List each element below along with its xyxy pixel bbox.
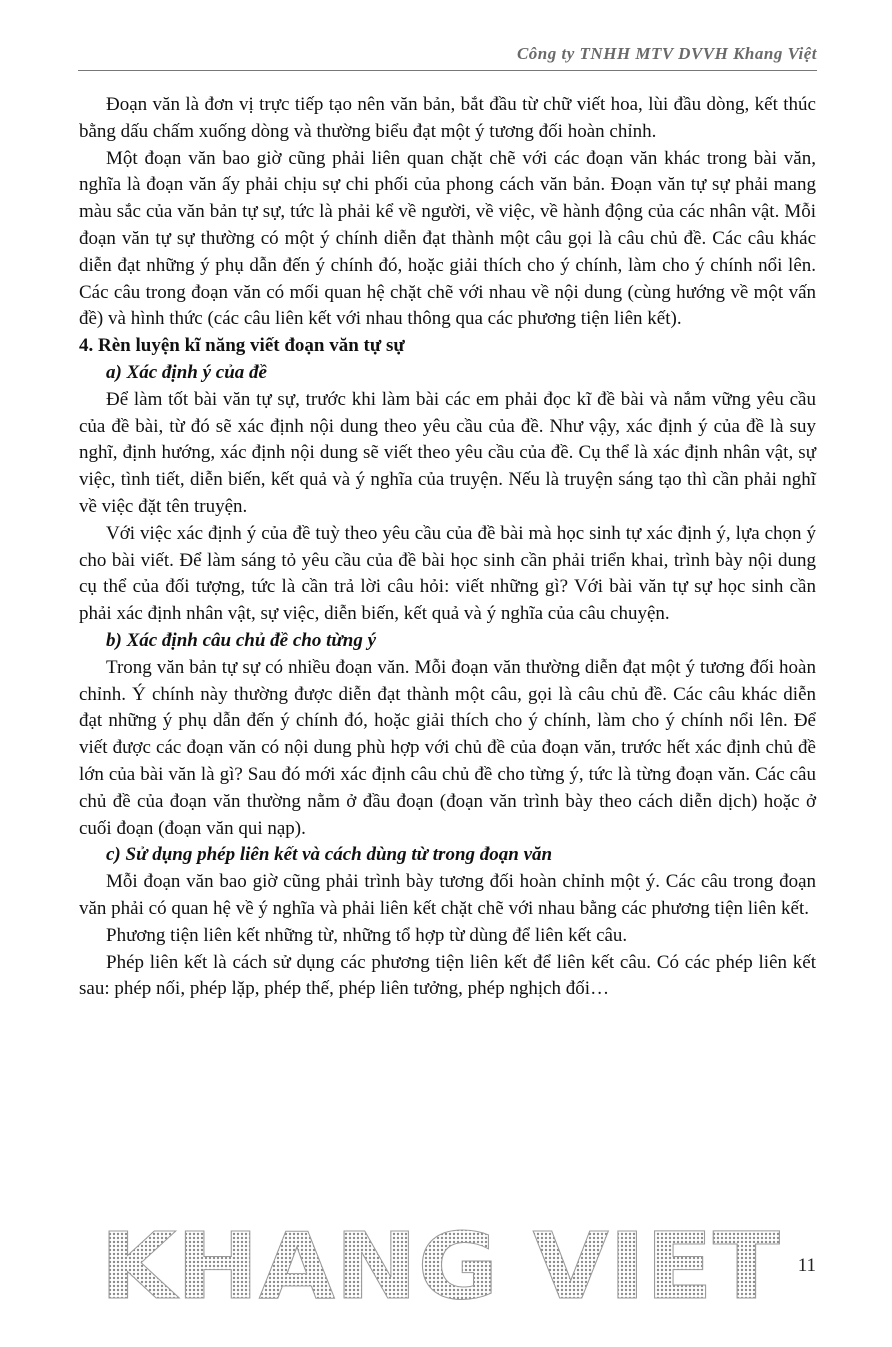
section-heading: 4. Rèn luyện kĩ năng viết đoạn văn tự sự (79, 335, 405, 357)
subsection-heading: c) Sử dụng phép liên kết và cách dùng từ trong đoạn văn (106, 844, 553, 866)
paragraph: Phương tiện liên kết những từ, những tổ hợp từ dùng để liên kết câu. (106, 924, 628, 946)
paragraph: Để làm tốt bài văn tự sự, trước khi làm bài các em phải đọc kĩ đề bài và nắm vững yêu cầu của đề bài, từ đó sẽ xác định nội dung theo yêu cầu của đề. Như vậy, xác định ý của đề là suy nghĩ, định hướng, xác định nội dung sẽ viết theo yêu cầu của đề. Cụ thể là xác định nhân vật, sự việc, tình tiết, diễn biến, kết quả và ý nghĩa của truyện. Nếu là truyện sáng tạo thì cần phải nghĩ về việc đặt tên truyện. (79, 388, 816, 517)
subsection-heading: b) Xác định câu chủ đề cho từng ý (106, 629, 377, 651)
subsection-heading: a) Xác định ý của đề (106, 361, 267, 383)
paragraph: Trong văn bản tự sự có nhiều đoạn văn. Mỗi đoạn văn thường diễn đạt một ý tương đối hoàn chỉnh. Ý chính này thường được diễn đạt thành một câu, gọi là câu chủ đề. Các câu khác diễn đạt những ý phụ dẫn đến ý chính đó, hoặc giải thích cho ý chính, làm cho ý chính nổi lên. Để viết được các đoạn văn có nội dung phù hợp với chủ đề của đoạn văn, trước hết xác định chủ đề lớn của bài văn là gì? Sau đó mới xác định câu chủ đề cho từng ý, tức là từng đoạn văn. Các câu chủ đề của đoạn văn thường nằm ở đầu đoạn (đoạn văn trình bày theo cách diễn dịch) hoặc ở cuối đoạn (đoạn văn qui nạp). (79, 656, 816, 839)
paragraph: Phép liên kết là cách sử dụng các phương tiện liên kết để liên kết câu. Có các phép liên kết sau: phép nối, phép lặp, phép thế, phép liên tưởng, phép nghịch đối… (79, 951, 816, 1000)
running-header: Công ty TNHH MTV DVVH Khang Việt (516, 44, 817, 63)
paragraph: Đoạn văn là đơn vị trực tiếp tạo nên văn bản, bắt đầu từ chữ viết hoa, lùi đầu dòng, kết thúc bằng dấu chấm xuống dòng và thường biểu đạt một ý tương đối hoàn chỉnh. (79, 94, 816, 142)
watermark-logo (100, 1216, 790, 1316)
header-rule (78, 70, 817, 71)
paragraph: Với việc xác định ý của đề tuỳ theo yêu cầu của đề bài mà học sinh tự xác định ý, lựa chọn ý cho bài viết. Để làm sáng tỏ yêu cầu của đề bài học sinh cần phải triển khai, trình bày nội dung cụ thể của đối tượng, tức là cần trả lời câu hỏi: viết những gì? Với bài văn tự sự học sinh cần phải xác định nhân vật, sự việc, diễn biến, kết quả và ý nghĩa của câu chuyện. (79, 522, 816, 625)
watermark-text: KHANG VIET (100, 1216, 781, 1316)
paragraph: Một đoạn văn bao giờ cũng phải liên quan chặt chẽ với các đoạn văn khác trong bài văn, nghĩa là đoạn văn ấy phải chịu sự chi phối của phong cách văn bản. Đoạn văn tự sự phải mang màu sắc của văn bản tự sự, tức là phải kể về người, về việc, về hành động của các nhân vật. Mỗi đoạn văn tự sự thường có một ý chính diễn đạt thành một câu gọi là câu chủ đề. Các câu khác diễn đạt những ý phụ dẫn đến ý chính đó, hoặc giải thích cho ý chính, làm cho ý chính nổi lên. Các câu trong đoạn văn có mối quan hệ chặt chẽ với nhau về nội dung (cùng hướng về một vấn đề) và hình thức (các câu liên kết với nhau thông qua các phương tiện liên kết). (79, 147, 816, 330)
page-number: 11 (797, 1255, 816, 1276)
paragraph: Mỗi đoạn văn bao giờ cũng phải trình bày tương đối hoàn chỉnh một ý. Các câu trong đoạn văn phải có quan hệ về ý nghĩa và phải liên kết chặt chẽ với nhau bằng các phương tiện liên kết. (79, 871, 816, 919)
page-body (79, 92, 816, 1003)
